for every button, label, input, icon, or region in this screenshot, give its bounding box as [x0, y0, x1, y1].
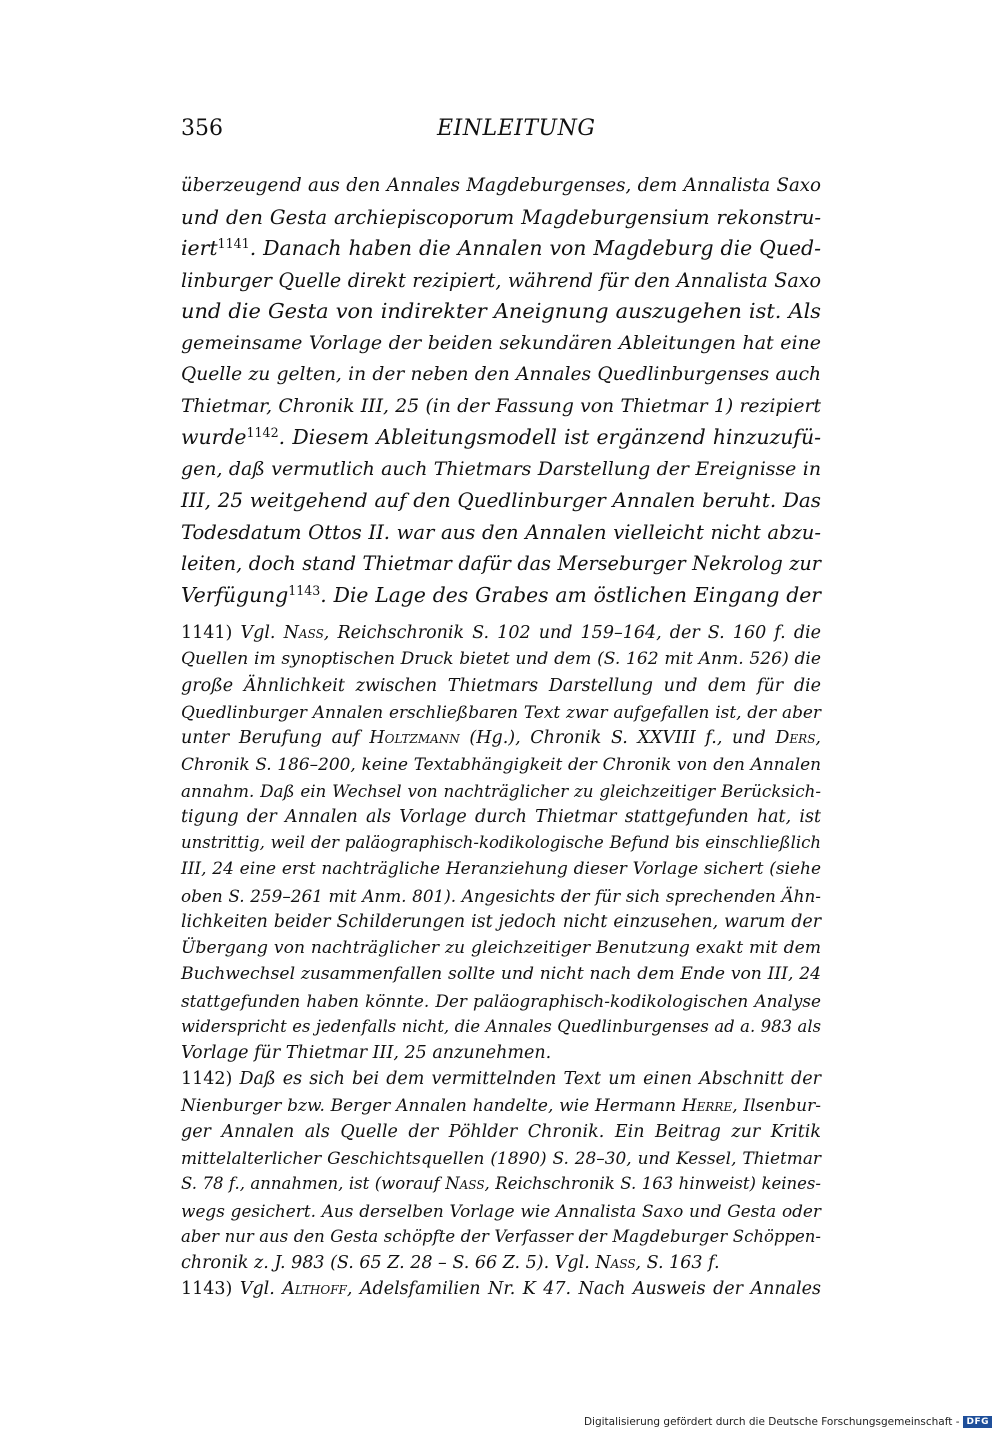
page-number: 356 [181, 116, 223, 141]
footnote-line: tigung der Annalen als Vorlage durch Thietmar stattgefunden hat, ist [181, 806, 821, 827]
footnote-line: Chronik S. 186–200, keine Textabhängigkeit der Chronik von den Annalen [181, 754, 821, 775]
text-line: und den Gesta archiepiscoporum Magdeburgensium rekonstru- [181, 205, 821, 229]
text-span: , Ilsenbur- [732, 1095, 821, 1116]
text-line: gemeinsame Vorlage der beiden sekundären Ableitungen hat eine [181, 331, 821, 354]
text-span: iert [181, 236, 218, 260]
author-name: Althoff [282, 1279, 347, 1300]
footnote-line: unstrittig, weil der paläographisch-kodikologische Befund bis einschließlich [181, 833, 821, 852]
footnote-line [181, 620, 821, 646]
footnote-line: lichkeiten beider Schilderungen ist jedoch nicht einzusehen, warum der [181, 911, 821, 932]
footnote-line: oben S. 259–261 mit Anm. 801). Angesichts der für sich sprechenden Ähn- [181, 885, 821, 906]
text-span: Vgl. [232, 1279, 283, 1300]
credit-text: Digitalisierung gefördert durch die Deutsche Forschungsgemeinschaft - [583, 1416, 960, 1428]
text-line: gen, daß vermutlich auch Thietmars Darstellung der Ereignisse in [181, 457, 821, 480]
text-span: Vgl. [232, 623, 284, 643]
text-span: , [815, 728, 821, 748]
text-span: . Danach haben die Annalen von Magdeburg die Qued- [249, 236, 821, 260]
author-name: Ders [775, 728, 816, 748]
footnote-ref-1143: 1143 [288, 582, 321, 598]
text-span: Verfügung [181, 582, 289, 607]
dfg-logo: DFG [963, 1416, 992, 1428]
text-span: , Reichschronik S. 102 und 159–164, der S. 160 f. die [323, 623, 821, 643]
author-name: Herre [681, 1095, 733, 1116]
text-line: leiten, doch stand Thietmar dafür das Merseburger Nekrolog zur [181, 552, 821, 575]
text-span: Daß es sich bei dem vermittelnden Text um einen Abschnitt der [232, 1069, 821, 1090]
text-line [181, 580, 821, 612]
main-text [181, 170, 821, 611]
author-name: Holtzmann [369, 728, 460, 748]
text-line: und die Gesta von indirekter Aneignung auszugehen ist. Als [181, 299, 821, 323]
footnote-line: annahm. Daß ein Wechsel von nachträglicher zu gleichzeitiger Berücksich- [181, 780, 821, 801]
text-line: Quelle zu gelten, in der neben den Annales Quedlinburgenses auch [181, 364, 821, 385]
footnote-line [181, 1171, 821, 1197]
text-span: , Reichschronik S. 163 hinweist) keines- [484, 1174, 821, 1194]
footnote-number: 1143) [181, 1279, 233, 1300]
footnote-ref-1141: 1141 [217, 236, 250, 252]
text-line: III, 25 weitgehend auf den Quedlinburger Annalen beruht. Das [181, 489, 821, 512]
footnote-line: Übergang von nachträglicher zu gleichzeitiger Benutzung exakt mit dem [181, 938, 821, 958]
footnote-line [181, 1093, 821, 1119]
text-line: Thietmar, Chronik III, 25 (in der Fassung von Thietmar 1) rezipiert [181, 395, 821, 417]
text-span: chronik z. J. 983 (S. 65 Z. 28 – S. 66 Z. 5). Vgl. [181, 1253, 596, 1273]
text-span: Nienburger bzw. Berger Annalen handelte, wie Hermann [181, 1095, 682, 1116]
text-span: S. 78 f., annahmen, ist (worauf [181, 1174, 446, 1194]
footnote-line: Buchwechsel zusammenfallen sollte und nicht nach dem Ende von III, 24 [181, 964, 821, 985]
footnote-number: 1142) [181, 1069, 233, 1090]
footnote-line: mittelalterlicher Geschichtsquellen (1890) S. 28–30, und Kessel, Thietmar [181, 1148, 821, 1168]
footnotes [181, 620, 821, 1303]
footnote-number: 1141) [181, 623, 233, 643]
footnote-ref-1142: 1142 [246, 425, 279, 441]
text-line: Todesdatum Ottos II. war aus den Annalen vielleicht nicht abzu- [181, 520, 821, 544]
text-span: unter Berufung auf [181, 728, 370, 748]
running-title: EINLEITUNG [437, 116, 596, 141]
footnote-line: aber nur aus den Gesta schöpfte der Verfasser der Magdeburger Schöppen- [181, 1226, 821, 1246]
author-name: Nass [595, 1253, 636, 1273]
footnote-line [181, 1066, 821, 1092]
footnote-line [181, 725, 821, 751]
text-line: linburger Quelle direkt rezipiert, während für den Annalista Saxo [181, 268, 821, 292]
footnote-line: wegs gesichert. Aus derselben Vorlage wie Annalista Saxo und Gesta oder [181, 1200, 821, 1221]
text-line [181, 233, 821, 265]
text-line [181, 422, 821, 454]
text-span: (Hg.), Chronik S. XXVIII f., und [459, 728, 776, 748]
footnote-line: Quellen im synoptischen Druck bietet und dem (S. 162 mit Anm. 526) die [181, 649, 821, 670]
digitization-credit [584, 1416, 992, 1428]
footnote-line: widerspricht es jedenfalls nicht, die Annales Quedlinburgenses ad a. 983 als [181, 1016, 821, 1036]
footnote-line [181, 1250, 821, 1276]
footnote-line: III, 24 eine erst nachträgliche Heranziehung dieser Vorlage sichert (siehe [181, 859, 821, 880]
text-span: wurde [181, 425, 247, 449]
author-name: Nass [445, 1174, 485, 1194]
footnote-line [181, 1276, 821, 1302]
text-span: . Diesem Ableitungsmodell ist ergänzend hinzuzufü- [278, 425, 821, 449]
footnote-line: Vorlage für Thietmar III, 25 anzunehmen. [181, 1043, 552, 1063]
footnote-line: stattgefunden haben könnte. Der paläographisch-kodikologischen Analyse [181, 990, 821, 1011]
footnote-line: große Ähnlichkeit zwischen Thietmars Darstellung und dem für die [181, 675, 821, 696]
author-name: Nass [283, 623, 324, 643]
text-span: . Die Lage des Grabes am östlichen Eingang der [320, 582, 821, 607]
text-span: , S. 163 f. [635, 1253, 720, 1273]
footnote-line: Quedlinburger Annalen erschließbaren Text zwar aufgefallen ist, der aber [181, 701, 821, 722]
footnote-line: ger Annalen als Quelle der Pöhlder Chronik. Ein Beitrag zur Kritik [181, 1121, 821, 1142]
text-line: überzeugend aus den Annales Magdeburgenses, dem Annalista Saxo [181, 175, 821, 196]
text-span: , Adelsfamilien Nr. K 47. Nach Ausweis der Annales [346, 1279, 821, 1300]
